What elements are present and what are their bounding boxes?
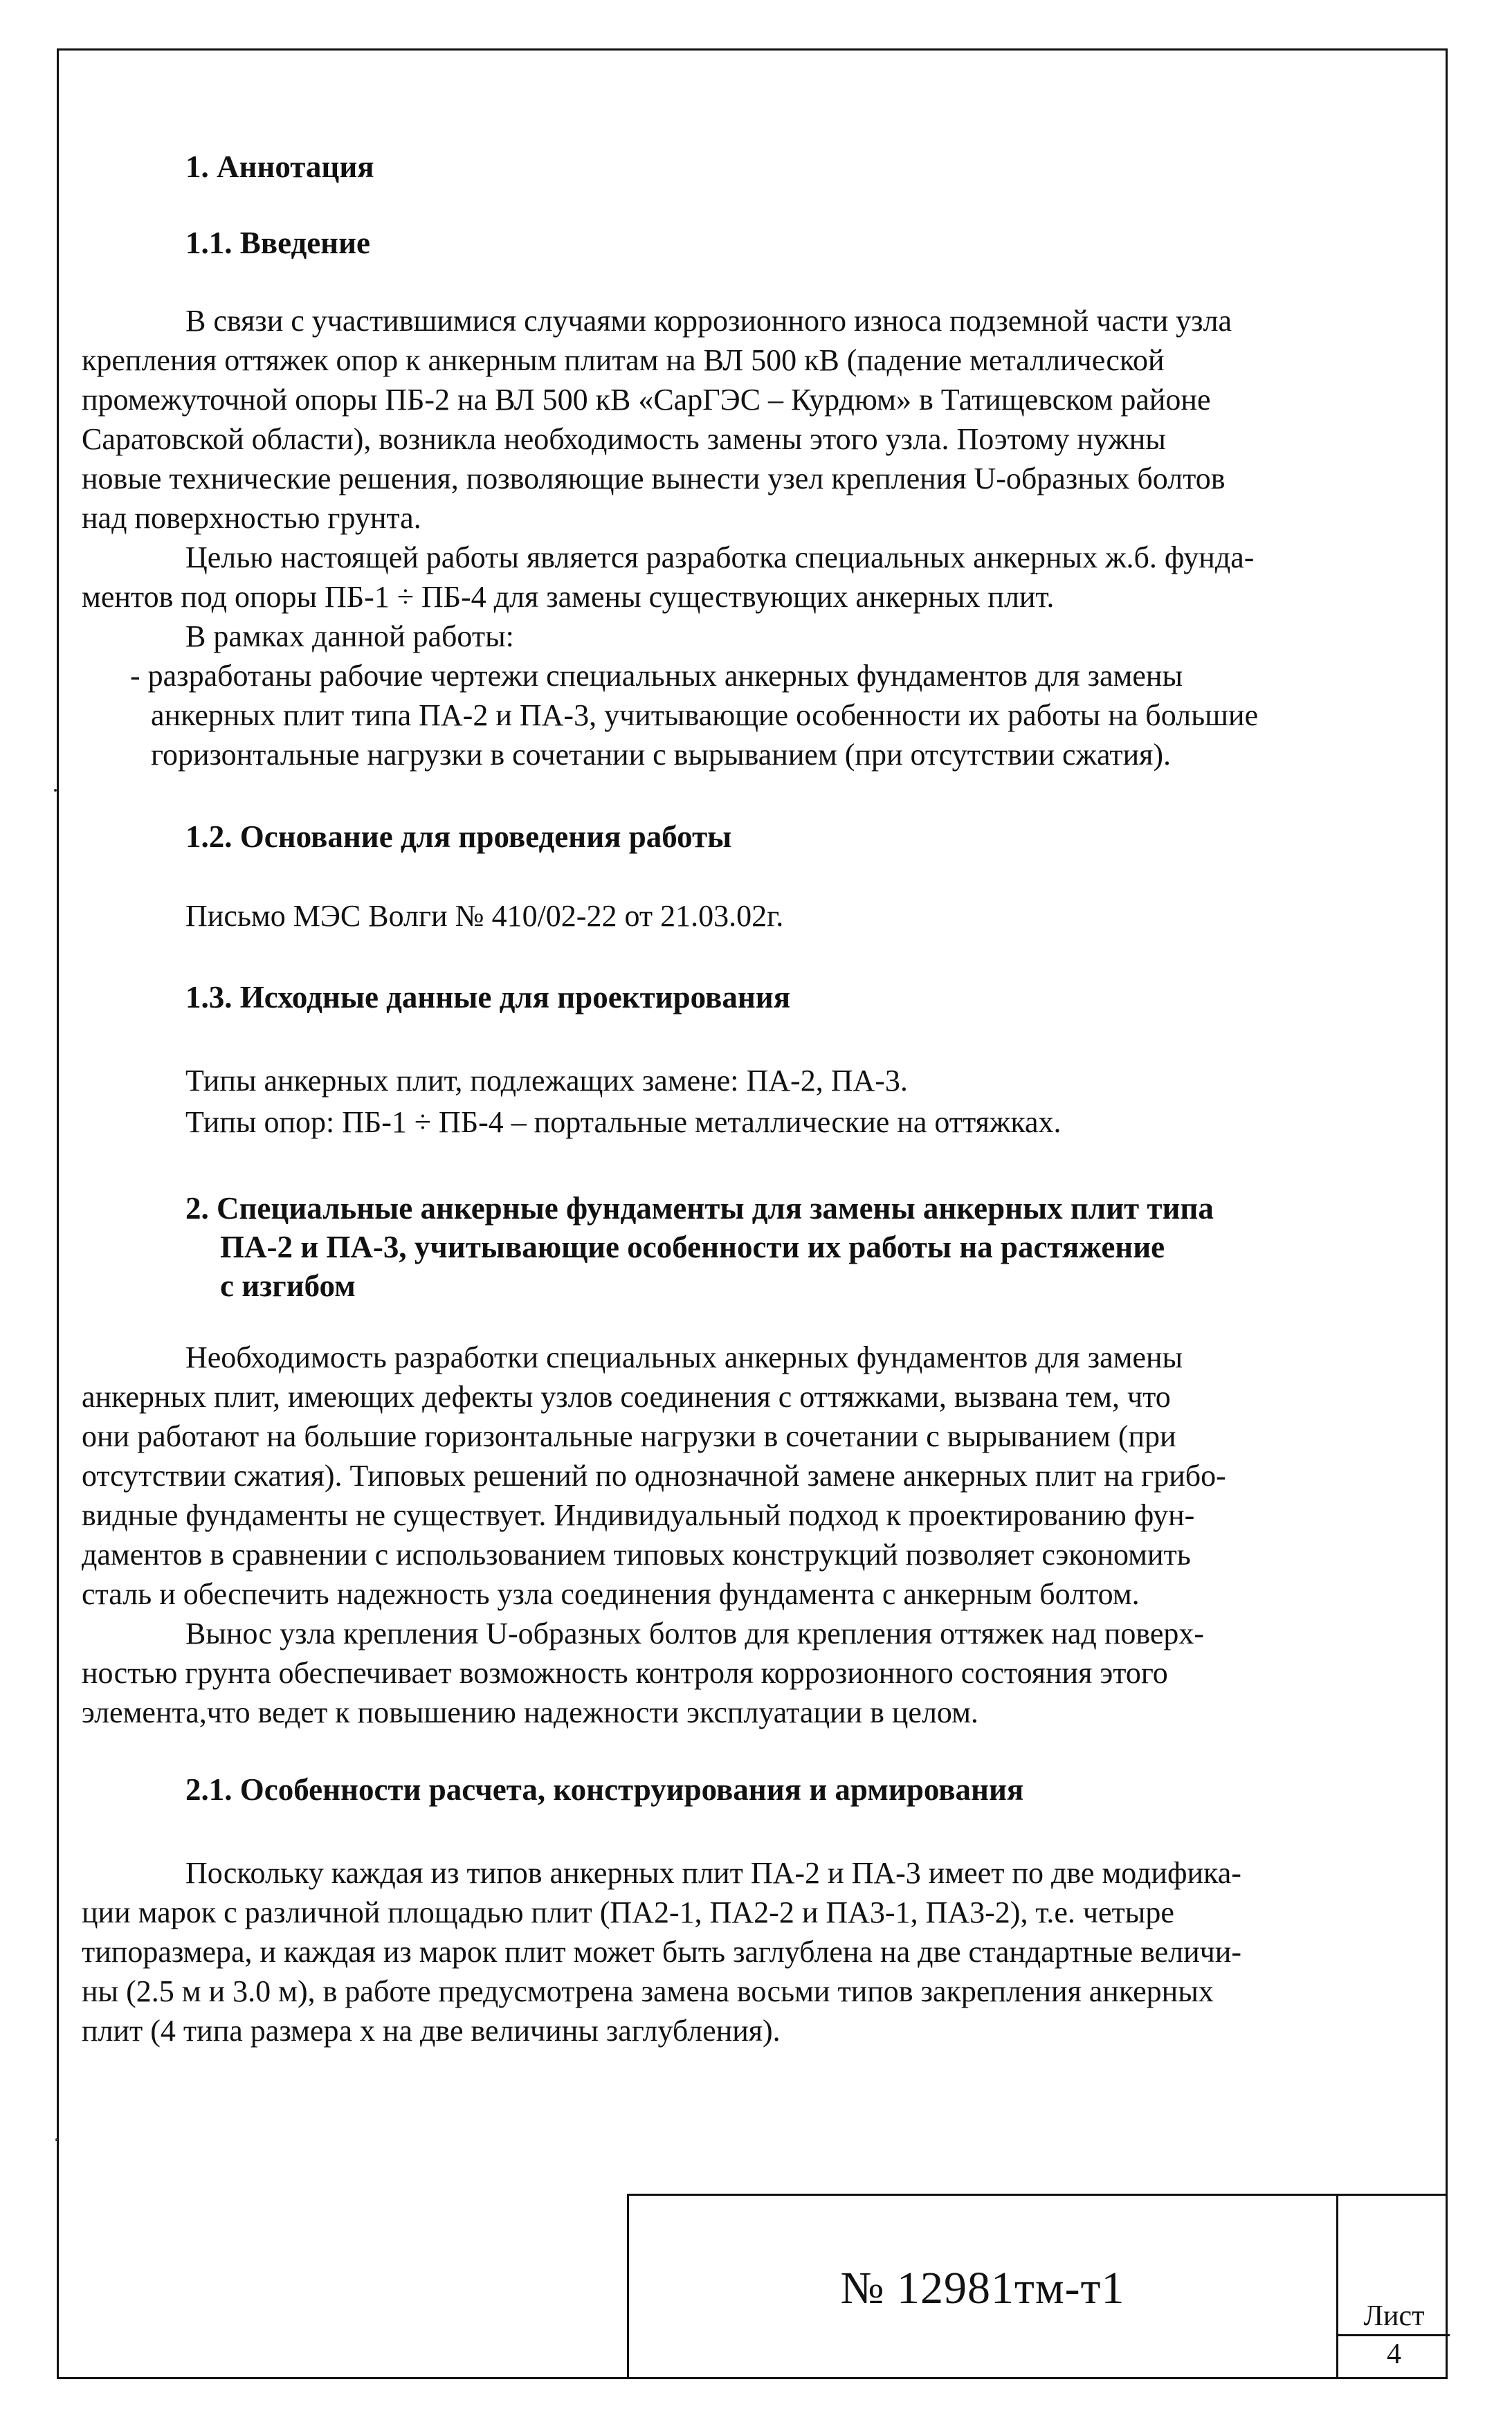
intro-line: В связи с участившимися случаями коррозионного износа подземной части узла	[185, 304, 1232, 338]
section-1-3-heading: 1.3. Исходные данные для проектирования	[185, 980, 791, 1015]
document-body	[59, 51, 1446, 2377]
intro-line: Целью настоящей работы является разработка специальных анкерных ж.б. фунда-	[185, 540, 1255, 574]
intro-list-item: - разработаны рабочие чертежи специальных анкерных фундаментов для замены	[130, 659, 1183, 693]
section-2-heading-cont: ПА-2 и ПА-3, учитывающие особенности их работы на растяжение	[220, 1230, 1165, 1264]
intro-line: над поверхностью грунта.	[82, 501, 421, 535]
intro-line: новые технические решения, позволяющие вынести узел крепления U-образных болтов	[82, 462, 1226, 495]
s2-1-paragraph-line: Поскольку каждая из типов анкерных плит ПА-2 и ПА-3 имеет по две модифика-	[185, 1856, 1241, 1890]
page-frame	[57, 48, 1448, 2379]
s2-paragraph-line: отсутствии сжатия). Типовых решений по однозначной замене анкерных плит на грибо-	[82, 1459, 1226, 1493]
title-block-stamp	[627, 2194, 1448, 2379]
section-2-heading-cont: с изгибом	[220, 1268, 356, 1303]
intro-line: Саратовской области), возникла необходимость замены этого узла. Поэтому нужны	[82, 422, 1166, 456]
sheet-label-underline	[1338, 2334, 1450, 2336]
s2-paragraph-line: ностью грунта обеспечивает возможность контроля коррозионного состояния этого	[82, 1656, 1168, 1690]
intro-list-item-cont: горизонтальные нагрузки в сочетании с вырыванием (при отсутствии сжатия).	[151, 738, 1171, 772]
section-1-1-heading: 1.1. Введение	[185, 226, 371, 260]
sheet-number: 4	[1387, 2338, 1401, 2370]
s2-1-paragraph-line: плит (4 типа размера х на две величины заглубления).	[82, 2014, 781, 2048]
intro-line: ментов под опоры ПБ-1 ÷ ПБ-4 для замены существующих анкерных плит.	[82, 580, 1055, 614]
intro-line: В рамках данной работы:	[185, 619, 514, 653]
section-1-heading: 1. Аннотация	[185, 149, 374, 184]
section-1-2-heading: 1.2. Основание для проведения работы	[185, 819, 732, 854]
scan-speck	[54, 789, 57, 792]
s2-paragraph-line: они работают на большие горизонтальные нагрузки в сочетании с вырыванием (при	[82, 1419, 1176, 1453]
s2-1-paragraph-line: типоразмера, и каждая из марок плит может быть заглублена на две стандартные величи-	[82, 1935, 1241, 1969]
initial-data-line: Типы опор: ПБ-1 ÷ ПБ-4 – портальные металлические на оттяжках.	[185, 1105, 1062, 1139]
s2-paragraph-line: даментов в сравнении с использованием типовых конструкций позволяет сэкономить	[82, 1538, 1191, 1572]
section-2-1-heading: 2.1. Особенности расчета, конструирования и армирования	[185, 1772, 1024, 1807]
intro-line: промежуточной опоры ПБ-2 на ВЛ 500 кВ «СарГЭС – Курдюм» в Татищевском районе	[82, 383, 1211, 417]
scan-speck	[55, 2138, 58, 2141]
section-2-heading: 2. Специальные анкерные фундаменты для замены анкерных плит типа	[185, 1191, 1214, 1226]
document-number: № 12981тм-т1	[840, 2263, 1125, 2313]
basis-text: Письмо МЭС Волги № 410/02-22 от 21.03.02г.	[185, 899, 784, 933]
intro-list-item-cont: анкерных плит типа ПА-2 и ПА-3, учитывающие особенности их работы на большие	[151, 698, 1259, 732]
sheet-label: Лист	[1363, 2300, 1425, 2332]
s2-paragraph-line: Необходимость разработки специальных анкерных фундаментов для замены	[185, 1340, 1183, 1374]
s2-paragraph-line: сталь и обеспечить надежность узла соединения фундамента с анкерным болтом.	[82, 1577, 1140, 1611]
s2-paragraph-line: видные фундаменты не существует. Индивидуальный подход к проектированию фун-	[82, 1498, 1195, 1532]
s2-paragraph-line: элемента,что ведет к повышению надежности эксплуатации в целом.	[82, 1695, 978, 1729]
s2-1-paragraph-line: ции марок с различной площадью плит (ПА2-1, ПА2-2 и ПА3-1, ПА3-2), т.е. четыре	[82, 1895, 1174, 1929]
s2-paragraph-line: анкерных плит, имеющих дефекты узлов соединения с оттяжками, вызвана тем, что	[82, 1380, 1171, 1414]
s2-paragraph-line: Вынос узла крепления U-образных болтов для крепления оттяжек над поверх-	[185, 1617, 1205, 1650]
intro-line: крепления оттяжек опор к анкерным плитам на ВЛ 500 кВ (падение металлической	[82, 343, 1165, 377]
s2-1-paragraph-line: ны (2.5 м и 3.0 м), в работе предусмотрена замена восьми типов закрепления анкерных	[82, 1974, 1214, 2008]
initial-data-line: Типы анкерных плит, подлежащих замене: ПА-2, ПА-3.	[185, 1064, 908, 1098]
